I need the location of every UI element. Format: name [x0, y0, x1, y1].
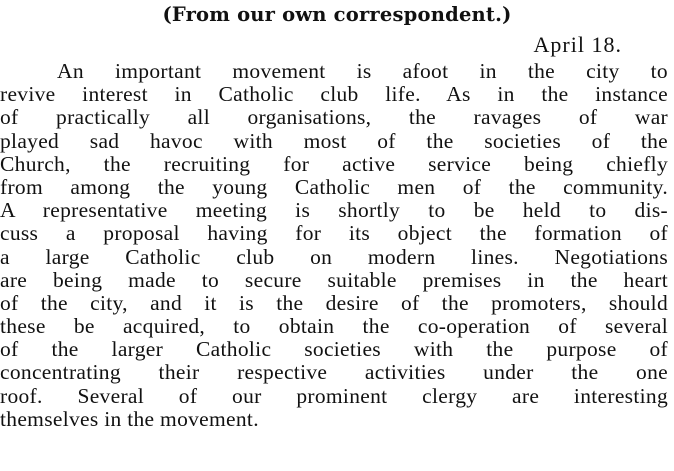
- text-line: An important movement is afoot in the city to: [57, 59, 668, 83]
- text-line: A representative meeting is shortly to be held to dis-: [0, 198, 668, 223]
- text-line: cuss a proposal having for its object the formation of: [0, 221, 668, 246]
- text-line: of the larger Catholic societies with the purpose of: [0, 337, 668, 362]
- text-line: roof. Several of our prominent clergy are interesting: [0, 383, 668, 408]
- text-line: of practically all organisations, the ravages of war: [0, 105, 668, 130]
- text-line: Church, the recruiting for active service being chiefly: [0, 151, 668, 176]
- text-line: these be acquired, to obtain the co-operation of several: [0, 314, 668, 339]
- article-heading: (From our own correspondent.): [162, 3, 512, 26]
- text-line: themselves in the movement.: [0, 406, 259, 431]
- text-line: are being made to secure suitable premises in the heart: [0, 267, 668, 292]
- text-line: played sad havoc with most of the societies of the: [0, 128, 668, 153]
- text-line: of the city, and it is the desire of the promoters, should: [0, 290, 668, 315]
- text-line: a large Catholic club on modern lines. Negotiations: [0, 244, 668, 269]
- text-line: from among the young Catholic men of the community.: [0, 174, 668, 199]
- text-line: concentrating their respective activities under the one: [0, 360, 668, 385]
- text-line: revive interest in Catholic club life. As in the instance: [0, 82, 668, 107]
- article-body: [0, 60, 668, 431]
- article-dateline: April 18.: [533, 32, 622, 57]
